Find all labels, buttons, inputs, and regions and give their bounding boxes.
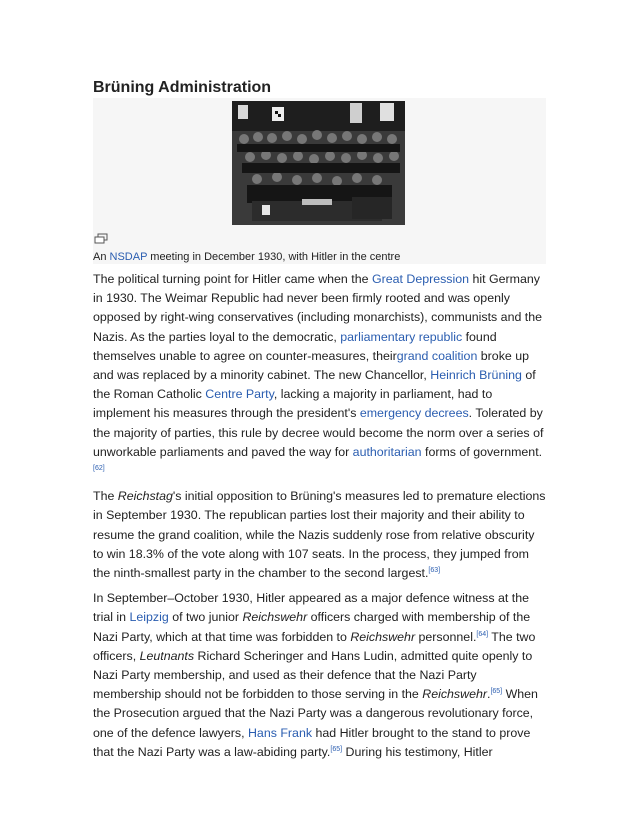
- citation-63[interactable]: [63]: [428, 566, 441, 574]
- centre-party-link[interactable]: Centre Party: [205, 387, 274, 402]
- authoritarian-link[interactable]: authoritarian: [352, 444, 422, 459]
- citation-65b[interactable]: [65]: [330, 745, 343, 753]
- heinrich-bruning-link[interactable]: Heinrich Brüning: [430, 368, 522, 383]
- paragraph-2: The Reichstag's initial opposition to Brüning's measures led to premature elections in September 1930. The republican parties lost their majority and their ability to resume the grand coalition, while the Nazis suddenly rose from relative obscurity to win 18.3% of the vote along with 107 seats. In the process, they jumped from the ninth-smallest party in the chamber to the second largest.[63]: [93, 489, 546, 581]
- nsdap-link[interactable]: NSDAP: [109, 251, 148, 263]
- citation-64[interactable]: [64]: [476, 630, 489, 638]
- leipzig-link[interactable]: Leipzig: [129, 610, 169, 625]
- photo-graphic: [232, 101, 405, 225]
- section-heading: Brüning Administration: [93, 79, 272, 96]
- figure: [93, 98, 546, 264]
- article-body: [93, 270, 546, 768]
- article: [93, 78, 546, 759]
- citation-65[interactable]: [65]: [490, 688, 503, 696]
- figure-caption: [93, 251, 400, 264]
- expand-icon[interactable]: [94, 233, 108, 245]
- meeting-photo[interactable]: [232, 101, 405, 225]
- hans-frank-link[interactable]: Hans Frank: [247, 725, 313, 740]
- citation-62[interactable]: [62]: [93, 464, 105, 472]
- caption-text: An: [93, 251, 110, 263]
- caption-text: meeting in December 1930, with Hitler in the centre: [147, 251, 401, 263]
- grand-coalition-link[interactable]: grand coalition: [396, 348, 478, 363]
- parliamentary-republic-link[interactable]: parliamentary republic: [340, 329, 463, 344]
- emergency-decrees-link[interactable]: emergency decrees: [359, 406, 469, 421]
- paragraph-1: The political turning point for Hitler came when the Great Depression hit Germany in 1930. The Weimar Republic had never been firmly rooted and was openly opposed by right-wing conservatives (including monarchists), communists and the Nazis. As the parties loyal to the democratic, parliamentary republic found themselves unable to agree on counter-measures, theirgrand coalition broke up and was replaced by a minority cabinet. The new Chancellor, Heinrich Brüning of the Roman Catholic Centre Party, lacking a majority in parliament, had to implement his measures through the president's emergency decrees. Tolerated by the majority of parties, this rule by decree would become the norm over a series of unworkable parliaments and paved the way for authoritarian forms of government.[62]: [93, 272, 544, 472]
- paragraph-3: In September–October 1930, Hitler appeared as a major defence witness at the trial in Leipzig of two junior Reichswehr officers charged with membership of the Nazi Party, which at that time was forbidden to Reichswehr personnel.[64] The two officers, Leutnants Richard Scheringer and Hans Ludin, admitted quite openly to Nazi Party membership, and used as their defence that the Nazi Party membership should not be forbidden to those serving in the Reichswehr.[65] When the Prosecution argued that the Nazi Party was a dangerous revolutionary force, one of the defence lawyers, Hans Frank had Hitler brought to the stand to prove that the Nazi Party was a law-abiding party.[65] During his testimony, Hitler: [93, 591, 538, 759]
- great-depression-link[interactable]: Great Depression: [371, 272, 470, 286]
